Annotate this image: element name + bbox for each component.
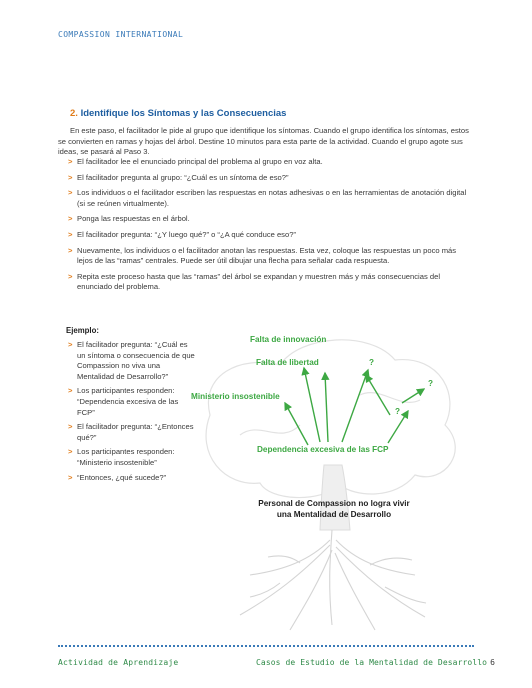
step-text: El facilitador pregunta: “¿Y luego qué?” o “¿A qué conduce eso?” [77,229,296,239]
step-item [68,246,472,267]
step-item [68,157,472,168]
example-list [68,340,196,487]
step-text: Repita este proceso hasta que las “ramas” del árbol se expandan y muestren más y más consecuencias del enunciado del problema. [77,271,441,292]
arrow-to-ministry [285,403,308,445]
footer-right [256,658,495,667]
bullet-marker: > [68,214,73,224]
arrow-to-freedom [304,368,320,442]
label-question: ? [395,407,401,416]
step-item [68,188,472,209]
label-freedom: Falta de libertad [256,358,319,367]
step-text: Nuevamente, los individuos o el facilitador anotan las respuestas. Esta vez, coloque las respuestas un poco más lejos de las “ramas” centrales. Puede ser útil dibujar una flecha para señalar cada respuesta. [77,245,457,266]
publisher-header: COMPASSION INTERNATIONAL [58,30,184,39]
example-text: El facilitador pregunta: “¿Cuál es un síntoma o consecuencia de que Compassion no viva una Mentalidad de Desarrollo?” [77,340,195,381]
step-text: Los individuos o el facilitador escriben las respuestas en notas adhesivas o en las herramientas de anotación digital (si se reúnen virtualmente). [77,188,467,208]
bullet-marker: > [68,271,73,281]
footer-divider [58,645,474,647]
step-text: El facilitador lee el enunciado principal del problema al grupo en voz alta. [77,157,323,166]
example-item [68,386,196,418]
consequence-arrows [285,368,424,445]
example-item [68,422,196,443]
step-text: El facilitador pregunta al grupo: “¿Cuál es un síntoma de eso?” [77,172,289,182]
example-item [68,447,196,468]
bullet-marker: > [68,447,73,457]
intro-text: En este paso, el facilitador le pide al grupo que identifique los síntomas. Cuando el grupo identifica los síntomas, estos se convierten en ramas y hojas del árbol. Destine 10 minutos para esta parte de la actividad. Cuando el grupo agote sus ideas, se pasará al Paso 3. [58,126,469,157]
example-text: Los participantes responden: “Ministerio insostenible” [77,447,175,467]
label-question: ? [369,358,375,367]
bullet-marker: > [68,422,73,432]
intro-paragraph [58,126,478,158]
bullet-marker: > [68,386,73,396]
example-item [68,340,196,382]
footer-left-text: Actividad de Aprendizaje [58,658,179,667]
example-heading: Ejemplo: [66,326,99,335]
bullet-marker: > [68,157,73,166]
arrow-to-question-d [402,389,424,403]
bullet-marker: > [68,245,73,255]
label-question: ? [428,379,434,388]
bullet-marker: > [68,472,73,482]
example-text: Los participantes responden: “Dependencia excesiva de las FCP” [77,386,179,417]
example-text: El facilitador pregunta: “¿Entonces qué?” [77,422,194,442]
bullet-marker: > [68,172,73,182]
arrow-to-innovation-a [325,373,328,442]
arrow-to-question-c [366,375,390,415]
problem-tree-diagram [180,325,480,635]
root-statement-line1: Personal de Compassion no logra vivir [258,499,410,508]
bullet-marker: > [68,340,73,349]
step-item [68,173,472,184]
arrow-to-question-a [342,370,368,442]
tree-roots [240,530,426,630]
section-number: 2. [70,108,78,119]
step-item [68,272,472,293]
page-number: 6 [490,658,495,667]
bullet-marker: > [68,188,73,198]
tree-trunk [320,465,350,530]
step-text: Ponga las respuestas en el árbol. [77,214,190,224]
steps-list [68,157,472,298]
label-innovation: Falta de innovación [250,335,327,344]
example-item [68,473,196,484]
step-item [68,214,472,225]
bullet-marker: > [68,229,73,239]
section-heading [70,108,286,119]
section-title-text: Identifique los Síntomas y las Consecuencias [80,108,287,119]
label-ministry: Ministerio insostenible [191,392,280,401]
label-dependency: Dependencia excesiva de las FCP [257,445,389,454]
example-text: “Entonces, ¿qué sucede?” [77,472,167,482]
root-statement-line2: una Mentalidad de Desarrollo [276,510,392,519]
footer-right-text: Casos de Estudio de la Mentalidad de Desarrollo [256,658,488,667]
step-item [68,230,472,241]
